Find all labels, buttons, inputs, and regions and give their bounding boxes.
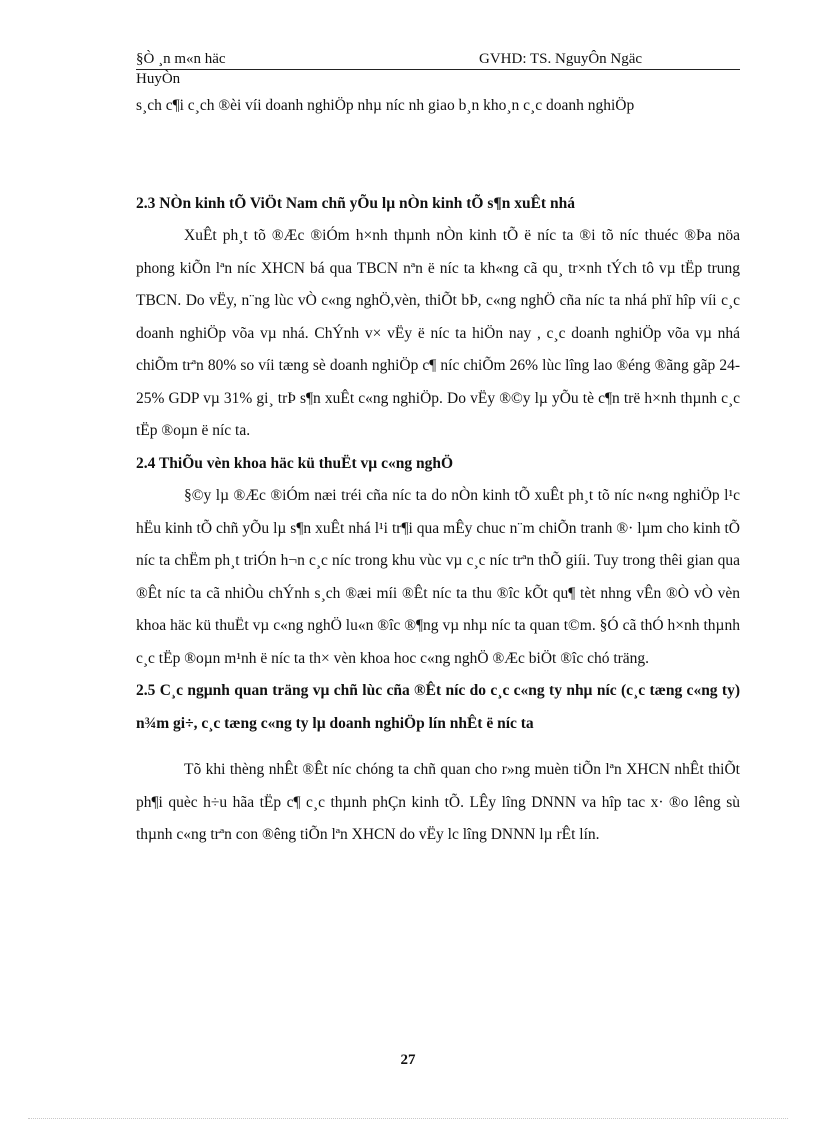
body-text xyxy=(136,90,740,852)
paragraph-2-5: Tõ khi thèng nhÊt ®Êt níc chóng ta chñ quan cho r»ng muèn tiÕn lªn XHCN nhÊt thiÕt ph¶i quèc h÷u hãa tËp c¶ c¸c thµnh phÇn kinh tÕ. LÊy lîng DNNN va hîp tac x· ®o lêng sù thµnh c«ng trªn con ®êng tiÕn lªn XHCN do vËy lc lîng DNNN lµ rÊt lín. xyxy=(136,761,740,843)
page-header xyxy=(136,50,740,87)
spacer xyxy=(136,123,740,188)
heading-2-5: 2.5 C¸c ngµnh quan träng vµ chñ lùc cña ®Êt níc do c¸c c«ng ty nhµ níc (c¸c tæng c«ng ty) n¾m gi÷, c¸c tæng c«ng ty lµ doanh nghiÖp lín nhÊt ë níc ta xyxy=(136,682,740,732)
paragraph-2-3: XuÊt ph¸t tõ ®Æc ®iÓm h×nh thµnh nÒn kinh tÕ ë níc ta ®i tõ níc thuéc ®Þa nöa phong kiÕn lªn níc XHCN bá qua TBCN nªn ë níc ta kh«ng cã qu¸ tr×nh tÝch tô vµ tËp trung TBCN. Do vËy, n¨ng lùc vÒ c«ng nghÖ,vèn, thiÕt bÞ, c«ng nghÖ cña níc ta nhá phï hîp víi c¸c doanh nghiÖp võa vµ nhá. ChÝnh v× vËy ë níc ta hiÖn nay , c¸c doanh nghiÖp võa vµ nhá chiÕm trªn 80% so víi tæng sè doanh nghiÖp c¶ níc chiÕm 26% lùc lîng lao ®éng ®ãng gãp 24-25% GDP vµ 31% gi¸ trÞ s¶n xuÊt c«ng nghiÖp. Do vËy ®©y lµ yÕu tè c¶n trë h×nh thµnh c¸c tËp ®oµn ë níc ta. xyxy=(136,227,740,439)
header-rule xyxy=(136,69,740,70)
paragraph-2-4: §©y lµ ®Æc ®iÓm næi tréi cña níc ta do nÒn kinh tÕ xuÊt ph¸t tõ níc n«ng nghiÖp l¹c hËu kinh tÕ chñ yÕu lµ s¶n xuÊt nhá l¹i tr¶i qua mÊy chuc n¨m chiÕn tranh ®· lµm cho kinh tÕ níc ta chËm ph¸t triÓn h¬n c¸c níc trong khu vùc vµ c¸c níc trªn thÕ giíi. Tuy trong thêi gian qua ®Êt níc ta cã nhiÒu chÝnh s¸ch ®æi míi ®Êt níc ta thu ®îc kÕt qu¶ tèt nhng vÊn ®Ò vÒ vèn khoa häc kü thuËt vµ c«ng nghÖ lu«n ®îc ®¶ng vµ nhµ níc ta quan t©m. §Ó cã thÓ h×nh thµnh c¸c tËp ®oµn m¹nh ë níc ta th× vèn khoa hoc c«ng nghÖ ®Æc biÖt ®îc chó träng. xyxy=(136,487,740,667)
header-row xyxy=(136,50,740,68)
footer-dotted-line xyxy=(28,1118,788,1119)
header-advisor-continuation: HuyÒn xyxy=(136,71,181,87)
paragraph-intro: s¸ch c¶i c¸ch ®èi víi doanh nghiÖp nhµ níc nh giao b¸n kho¸n c¸c doanh nghiÖp xyxy=(136,97,635,114)
heading-2-4: 2.4 ThiÕu vèn khoa häc kü thuËt vµ c«ng nghÖ xyxy=(136,454,454,472)
heading-2-3: 2.3 NÒn kinh tÕ ViÖt Nam chñ yÕu lµ nÒn kinh tÕ s¶n xuÊt nhá xyxy=(136,194,575,212)
header-advisor: GVHD: TS. NguyÔn Ngäc xyxy=(479,51,643,67)
spacer xyxy=(136,740,740,754)
header-title: §Ò ¸n m«n häc xyxy=(136,51,226,67)
page-number: 27 xyxy=(400,1052,416,1068)
